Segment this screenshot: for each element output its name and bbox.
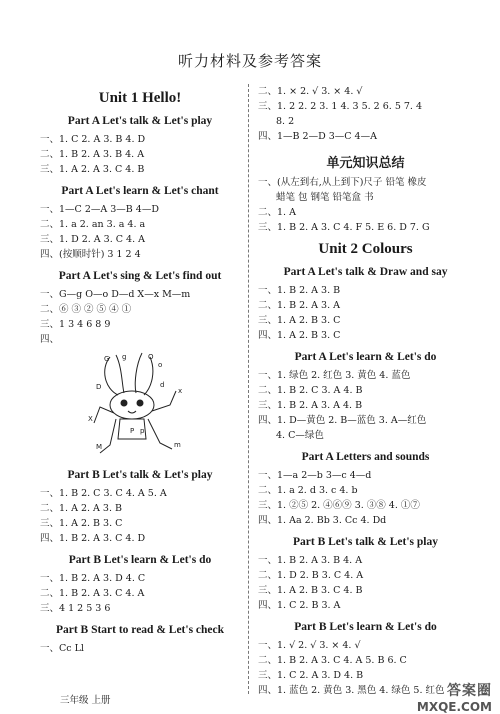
answer-line: 一、1. B 2. A 3. D 4. C — [40, 573, 146, 584]
answer-line: 一、1. √ 2. √ 3. × 4. √ — [258, 640, 361, 651]
unit-2-title: Unit 2 Colours — [318, 241, 413, 257]
answer-line: 一、G—g O—o D—d X—x M—m — [40, 289, 191, 300]
answer-line: 一、1. B 2. C 3. C 4. A 5. A — [40, 488, 167, 499]
unit-1-title: Unit 1 Hello! — [98, 90, 182, 106]
bunny-letter-drawing — [70, 349, 210, 461]
svg-text:G: G — [104, 355, 110, 363]
answer-line: 三、1. B 2. A 3. A 4. B — [258, 400, 363, 411]
answer-line: 三、1. 2 2. 2 3. 1 4. 3 5. 2 6. 5 7. 4 — [258, 101, 423, 112]
svg-text:d: d — [160, 381, 165, 389]
watermark-line-2: MXQE.COM — [416, 700, 492, 714]
answer-line: 四、1—B 2—D 3—C 4—A — [258, 131, 377, 142]
answer-line: 三、1. C 2. A 3. D 4. B — [258, 670, 364, 681]
answer-line: 三、4 1 2 5 3 6 — [40, 603, 111, 614]
section-heading: Part B Start to read & Let's check — [55, 624, 225, 636]
answer-line: 四、1. Aa 2. Bb 3. Cc 4. Dd — [258, 515, 387, 526]
svg-text:g: g — [122, 353, 127, 361]
answer-line: 四、 — [40, 334, 60, 345]
svg-text:x: x — [178, 387, 183, 395]
answer-line: 三、1. A 2. B 3. C 4. B — [258, 585, 363, 596]
page-title: 听力材料及参考答案 — [177, 52, 322, 70]
answer-line: 蜡笔 包 钢笔 铅笔盒 书 — [276, 192, 374, 203]
answer-line: 二、1. a 2. d 3. c 4. b — [258, 485, 358, 496]
answer-line: 一、1—C 2—A 3—B 4—D — [40, 204, 159, 215]
answer-line: 三、1 3 4 6 8 9 — [40, 319, 111, 330]
section-heading: Part B Let's learn & Let's do — [294, 621, 437, 633]
answer-line: 二、1. A — [258, 207, 296, 218]
answer-line: 一、1. 绿色 2. 红色 3. 黄色 4. 蓝色 — [258, 370, 411, 381]
svg-text:O: O — [148, 353, 154, 361]
answer-line: 二、1. B 2. A 3. A — [258, 300, 340, 311]
answer-line: 四、1. D—黄色 2. B—蓝色 3. A—红色 — [258, 415, 427, 426]
answer-line: 二、1. × 2. √ 3. × 4. √ — [258, 86, 363, 97]
section-heading: Part A Let's sing & Let's find out — [58, 270, 222, 282]
section-heading: Part A Letters and sounds — [301, 451, 430, 463]
section-heading: Part A Let's learn & Let's do — [294, 351, 437, 363]
section-heading: Part A Let's learn & Let's chant — [61, 185, 219, 197]
answer-line: 一、1. C 2. A 3. B 4. D — [40, 134, 146, 145]
section-heading: Part A Let's talk & Let's play — [67, 115, 213, 127]
svg-text:m: m — [174, 441, 181, 449]
answer-line: 三、1. A 2. B 3. C — [258, 315, 341, 326]
answer-line: 一、1—a 2—b 3—c 4—d — [258, 470, 372, 481]
answer-line: 二、1. a 2. an 3. a 4. a — [40, 219, 146, 230]
answer-line: 二、⑥ ③ ② ⑤ ④ ① — [40, 304, 132, 315]
svg-text:M: M — [96, 443, 103, 451]
column-divider — [248, 84, 249, 694]
answer-line: 一、(从左到右,从上到下)尺子 铅笔 橡皮 — [258, 177, 427, 188]
svg-text:o: o — [158, 361, 163, 369]
answer-line: 三、1. A 2. A 3. C 4. B — [40, 164, 145, 175]
answer-line: 4. C—绿色 — [276, 430, 324, 441]
section-heading: Part B Let's talk & Let's play — [292, 536, 439, 548]
answer-line: 二、1. B 2. A 3. C 4. A 5. B 6. C — [258, 655, 407, 666]
page-footer-grade: 三年级 上册 — [60, 695, 111, 706]
answer-line: 二、1. A 2. A 3. B — [40, 503, 122, 514]
svg-text:p: p — [140, 427, 145, 435]
answer-line: 二、1. B 2. C 3. A 4. B — [258, 385, 363, 396]
section-heading: Part A Let's talk & Draw and say — [283, 266, 448, 278]
answer-line: 二、1. B 2. A 3. B 4. A — [40, 149, 145, 160]
answer-line: 四、1. 蓝色 2. 黄色 3. 黑色 4. 绿色 5. 红色 — [258, 685, 445, 696]
section-heading: Part B Let's learn & Let's do — [68, 554, 212, 566]
right-column — [258, 84, 473, 698]
answer-line: 一、1. B 2. A 3. B 4. A — [258, 555, 363, 566]
answer-line: 8. 2 — [276, 116, 295, 127]
answer-line: 一、1. B 2. A 3. B — [258, 285, 341, 296]
answer-line: 四、1. C 2. B 3. A — [258, 600, 341, 611]
answer-line: 四、(按顺时针) 3 1 2 4 — [40, 249, 141, 260]
unit-summary-title: 单元知识总结 — [326, 156, 405, 171]
answer-line: 三、1. D 2. A 3. C 4. A — [40, 234, 146, 245]
svg-text:P: P — [130, 427, 135, 435]
answer-line: 三、1. B 2. A 3. C 4. F 5. E 6. D 7. G — [258, 222, 430, 233]
left-column — [40, 84, 240, 656]
answer-line: 一、Cc Ll — [40, 643, 84, 654]
svg-text:X: X — [88, 415, 93, 423]
answer-line: 四、1. B 2. A 3. C 4. D — [40, 533, 146, 544]
answer-line: 二、1. B 2. A 3. C 4. A — [40, 588, 145, 599]
watermark-line-1: 答案圈 — [447, 683, 492, 699]
answer-line: 三、1. ②⑤ 2. ④⑥⑨ 3. ③⑧ 4. ①⑦ — [258, 500, 420, 511]
answer-line: 三、1. A 2. B 3. C — [40, 518, 123, 529]
answer-line: 四、1. A 2. B 3. C — [258, 330, 341, 341]
section-heading: Part B Let's talk & Let's play — [67, 469, 213, 481]
answer-line: 二、1. D 2. B 3. C 4. A — [258, 570, 364, 581]
svg-text:D: D — [96, 383, 102, 391]
watermark-logo — [417, 680, 492, 714]
